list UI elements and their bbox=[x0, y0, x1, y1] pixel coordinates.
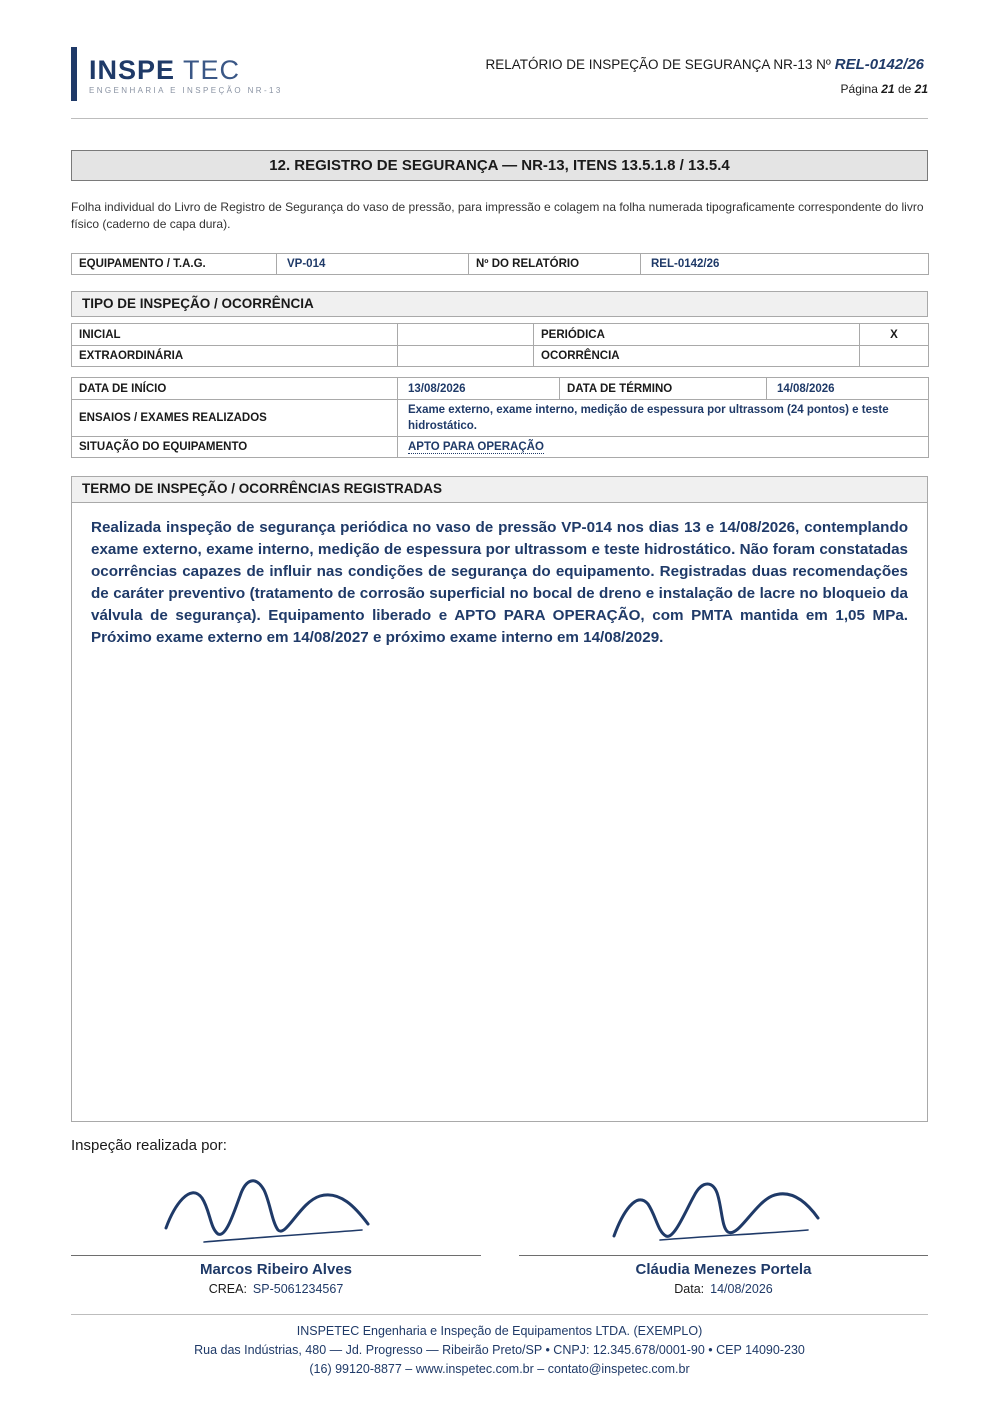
option-initial-label: INICIAL bbox=[72, 324, 398, 346]
report-number-value: REL-0142/26 bbox=[641, 254, 929, 275]
equipment-status-value: APTO PARA OPERAÇÃO bbox=[408, 441, 544, 453]
logo-tagline: ENGENHARIA E INSPEÇÃO NR-13 bbox=[89, 86, 283, 95]
equipment-tag-value: VP-014 bbox=[277, 254, 469, 275]
option-extraordinary-label: EXTRAORDINÁRIA bbox=[72, 346, 398, 367]
signature-left-line bbox=[71, 1255, 481, 1256]
signer-right-meta-label: Data: bbox=[674, 1282, 705, 1296]
signature-left-image bbox=[160, 1172, 380, 1248]
option-occurrence-label: OCORRÊNCIA bbox=[534, 346, 860, 367]
option-periodic-label: PERIÓDICA bbox=[534, 324, 860, 346]
equipment-table bbox=[71, 253, 929, 275]
option-initial-mark bbox=[398, 324, 534, 346]
equipment-tag-label: EQUIPAMENTO / T.A.G. bbox=[72, 254, 277, 275]
tests-value: Exame externo, exame interno, medição de espessura por ultrassom (24 pontos) e teste hidrostático. bbox=[398, 400, 929, 437]
inspection-term-heading: TERMO DE INSPEÇÃO / OCORRÊNCIAS REGISTRADAS bbox=[72, 477, 927, 503]
section-intro: Folha individual do Livro de Registro de Segurança do vaso de pressão, para impressão e colagem na folha numerada tipograficamente correspondente do livro físico (caderno de capa dura). bbox=[71, 200, 924, 231]
page-sep: de bbox=[897, 82, 912, 96]
report-header-title bbox=[486, 56, 924, 73]
option-occurrence-mark bbox=[860, 346, 929, 367]
signature-right-image bbox=[608, 1174, 828, 1248]
company-logo bbox=[89, 54, 240, 86]
start-date-label: DATA DE INÍCIO bbox=[72, 378, 398, 400]
signature-right-stroke bbox=[614, 1184, 818, 1236]
start-date-value: 13/08/2026 bbox=[398, 378, 560, 400]
inspection-type-heading: TIPO DE INSPEÇÃO / OCORRÊNCIA bbox=[71, 291, 928, 317]
signer-right-meta-value: 14/08/2026 bbox=[710, 1282, 773, 1296]
footer-divider bbox=[71, 1314, 928, 1315]
logo-brand-bold: INSPE bbox=[89, 55, 176, 85]
report-number: REL-0142/26 bbox=[834, 56, 924, 73]
inspection-details-table bbox=[71, 377, 929, 458]
tests-label: ENSAIOS / EXAMES REALIZADOS bbox=[72, 400, 398, 437]
signer-right-date bbox=[519, 1282, 928, 1296]
end-date-label: DATA DE TÉRMINO bbox=[560, 378, 767, 400]
signer-left-name: Marcos Ribeiro Alves bbox=[200, 1261, 352, 1278]
footer-contact: (16) 99120-8877 – www.inspetec.com.br – contato@inspetec.com.br bbox=[309, 1362, 690, 1376]
report-title-text: RELATÓRIO DE INSPEÇÃO DE SEGURANÇA NR-13 Nº bbox=[485, 57, 831, 72]
header-divider bbox=[71, 118, 928, 119]
end-date-value: 14/08/2026 bbox=[767, 378, 929, 400]
option-extraordinary-mark bbox=[398, 346, 534, 367]
signer-left-meta-value: SP-5061234567 bbox=[252, 1282, 344, 1296]
page-current: 21 bbox=[881, 82, 895, 96]
equipment-status-cell bbox=[398, 437, 929, 458]
inspection-term-text: Realizada inspeção de segurança periódica no vaso de pressão VP-014 nos dias 13 e 14/08/2026, contemplando exame externo, exame interno, medição de espessura por ultrassom e teste hidrostático. Não foram constatadas ocorrências capazes de influir nas condições de segurança do equipamento. Registradas duas recomendações de caráter preventivo (tratamento de corrosão superficial no bocal de dreno e instalação de lacre no bloqueio da válvula de segurança). Equipamento liberado e APTO PARA OPERAÇÃO, com PMTA mantida em 1,05 MPa. Próximo exame externo em 14/08/2027 e próximo exame interno em 14/08/2029. bbox=[91, 519, 908, 646]
signature-left-stroke bbox=[166, 1181, 368, 1235]
signer-right-name: Cláudia Menezes Portela bbox=[635, 1261, 812, 1278]
page-indicator bbox=[841, 82, 928, 96]
signature-right-line bbox=[519, 1255, 928, 1256]
report-number-label: Nº DO RELATÓRIO bbox=[469, 254, 641, 275]
signer-left-meta-label: CREA: bbox=[208, 1282, 247, 1296]
page-prefix: Página bbox=[840, 82, 878, 96]
inspection-type-table bbox=[71, 323, 929, 367]
section-title: 12. REGISTRO DE SEGURANÇA — NR-13, ITENS 13.5.1.8 / 13.5.4 bbox=[71, 150, 928, 181]
equipment-status-label: SITUAÇÃO DO EQUIPAMENTO bbox=[72, 437, 398, 458]
inspection-term-box bbox=[71, 476, 928, 1122]
signer-left-credential bbox=[71, 1282, 481, 1296]
page-total: 21 bbox=[914, 82, 928, 96]
option-periodic-mark: X bbox=[860, 324, 929, 346]
logo-accent-bar bbox=[71, 47, 77, 101]
footer-address: Rua das Indústrias, 480 — Jd. Progresso — Ribeirão Preto/SP • CNPJ: 12.345.678/0001-90 • CEP 14090-230 bbox=[194, 1343, 805, 1357]
footer-company: INSPETEC Engenharia e Inspeção de Equipamentos LTDA. (EXEMPLO) bbox=[296, 1324, 703, 1338]
logo-brand-light: TEC bbox=[183, 55, 241, 85]
signatures-caption: Inspeção realizada por: bbox=[71, 1137, 227, 1154]
